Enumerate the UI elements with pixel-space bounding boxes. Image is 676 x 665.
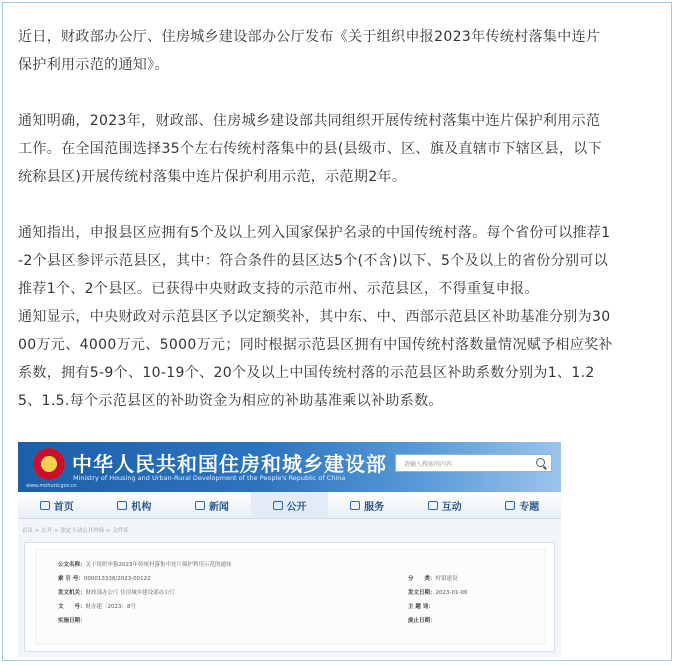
info-label: 文 号： (58, 604, 86, 610)
info-row-date (408, 588, 467, 596)
nav-label: 互动 (441, 501, 462, 513)
document-info-box (24, 542, 555, 652)
info-value: 000013338/2023-00122 (83, 576, 151, 582)
info-value: 2023-01-06 (435, 590, 468, 596)
nav-label: 机构 (131, 501, 152, 513)
building-icon (117, 501, 127, 510)
search-input[interactable] (395, 454, 552, 472)
info-label: 主 题 词： (408, 604, 434, 610)
site-url: www.mohurd.gov.cn (26, 483, 77, 489)
info-row-category (408, 574, 458, 582)
breadcrumb: 首页 > 公开 > 法定主动公开内容 > 文件库 (22, 528, 129, 534)
nav-label: 服务 (364, 501, 385, 513)
site-nav (18, 492, 561, 519)
nav-label: 新闻 (208, 501, 229, 513)
article-card (2, 2, 672, 661)
topic-icon (505, 501, 515, 510)
nav-item-agency[interactable] (96, 492, 174, 518)
article-paragraph-3: 通知指出，申报县区应拥有5个及以上列入国家保护名录的中国传统村落。每个省份可以推荐1 -2个县区参评示范县区，其中：符合条件的县区达5个(不含)以下、5个及以上的省份分别可以 推荐1个、2个县区。已获得中央财政支持的示范市州、示范县区，不得重复申报。 (18, 225, 611, 297)
info-label: 废止日期： (408, 618, 436, 624)
nav-label: 首页 (53, 501, 74, 513)
nav-label: 专题 (519, 501, 540, 513)
national-emblem-icon (33, 448, 65, 480)
info-row-index (58, 574, 151, 582)
info-label: 索 引 号： (58, 576, 84, 582)
info-row-title (58, 560, 232, 568)
nav-item-home[interactable] (18, 492, 96, 518)
nav-label: 公开 (286, 501, 307, 513)
info-label: 发文机关： (58, 590, 86, 596)
search-placeholder: 请输入搜索的内容 (404, 461, 453, 468)
info-value: 村镇建设 (435, 576, 458, 582)
info-value: 财政部办公厅 住房城乡建设部办公厅 (85, 590, 176, 596)
article-paragraph-2: 通知明确，2023年，财政部、住房城乡建设部共同组织开展传统村落集中连片保护利用示范 工作。在全国范围选择35个左右传统村落集中的县(县级市、区、旗及直辖市下辖区县，以下 统称县区)开展传统村落集中连片保护利用示范，示范期2年。 (18, 113, 602, 185)
site-title: 中华人民共和国住房和城乡建设部 (72, 452, 387, 476)
search-icon[interactable] (536, 458, 545, 467)
nav-item-public[interactable] (251, 492, 329, 518)
info-row-topic (408, 602, 434, 610)
document-info-table (35, 549, 546, 645)
info-label: 分 类： (408, 576, 436, 582)
info-row-expire (408, 616, 436, 624)
site-banner (18, 442, 561, 492)
home-icon (40, 501, 50, 510)
info-label: 发文日期： (408, 590, 436, 596)
nav-item-service[interactable] (328, 492, 406, 518)
info-value: 关于组织申报2023年传统村落集中连片保护利用示范的通知 (85, 562, 232, 568)
article-paragraph-1: 近日，财政部办公厅、住房城乡建设部办公厅发布《关于组织申报2023年传统村落集中连片 保护利用示范的通知》。 (18, 29, 601, 73)
chat-icon (428, 501, 438, 510)
handshake-icon (350, 501, 360, 510)
newspaper-icon (195, 501, 205, 510)
info-row-docno (58, 602, 136, 610)
nav-item-interact[interactable] (406, 492, 484, 518)
nav-item-topics[interactable] (483, 492, 561, 518)
site-subtitle: Ministry of Housing and Urban-Rural Development of the People's Republic of China (73, 474, 346, 482)
document-icon (273, 501, 283, 510)
info-label: 公文名称： (58, 562, 86, 568)
info-row-issuer (58, 588, 175, 596)
info-row-implement (58, 616, 86, 624)
info-label: 实施日期： (58, 618, 86, 624)
article-paragraph-4: 通知显示，中央财政对示范县区予以定额奖补，其中东、中、西部示范县区补助基准分别为30 00万元、4000万元、5000万元；同时根据示范县区拥有中国传统村落数量情况赋予相应奖补 系数，拥有5-9个、10-19个、20个及以上中国传统村落的示范县区补助系数分别为1、1.2 5、1.5.每个示范县区的补助资金为相应的补助基准乘以补助系数。 (18, 309, 613, 409)
embedded-website-screenshot (18, 442, 561, 657)
info-value: 财办建〔2023〕8号 (85, 604, 137, 610)
nav-item-news[interactable] (173, 492, 251, 518)
